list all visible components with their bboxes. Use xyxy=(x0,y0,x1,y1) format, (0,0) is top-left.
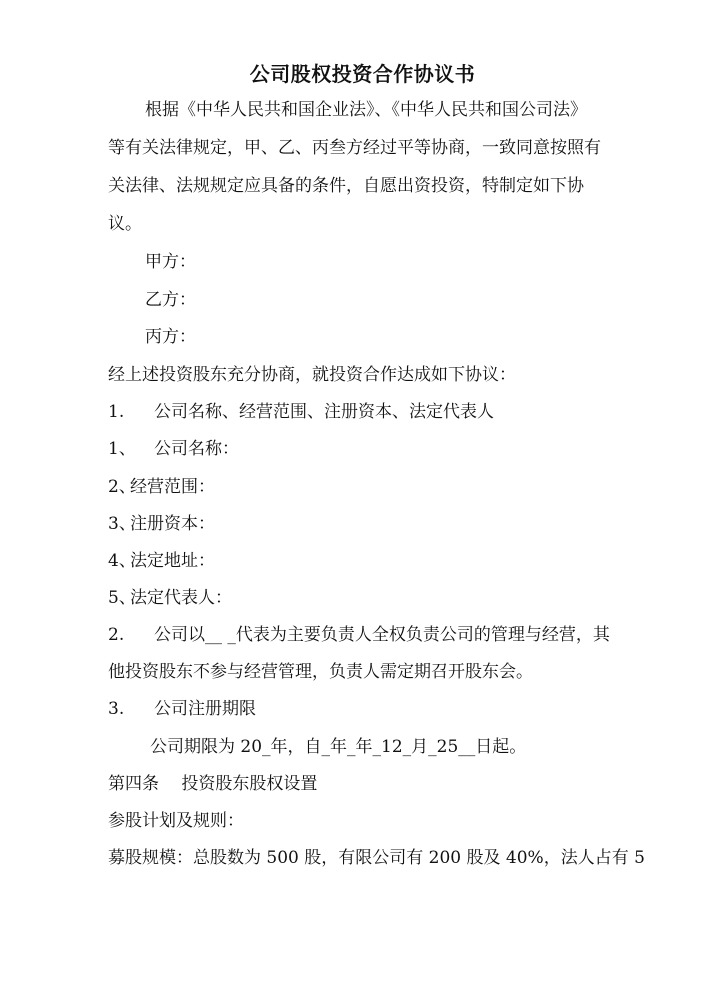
section-3-number: 3. xyxy=(108,699,125,719)
section-2-line-2: 他投资股东不参与经营管理，负责人需定期召开股东会。 xyxy=(108,662,533,682)
section-3-detail: 公司期限为 20_年，自_年_年_12_月_25__日起。 xyxy=(150,737,527,757)
article-4-heading: 第四条 投资股东股权设置 xyxy=(108,774,318,794)
item-text: 注册资本： xyxy=(130,514,215,534)
list-item xyxy=(108,586,618,610)
section-3-heading xyxy=(108,697,618,721)
party-a-label: 甲方： xyxy=(145,252,196,272)
intro-line-4: 议。 xyxy=(108,214,142,234)
section-1-number: 1. xyxy=(108,402,125,422)
item-text: 法定地址： xyxy=(130,551,215,571)
item-number: 2、 xyxy=(108,477,136,497)
item-number: 4、 xyxy=(108,551,136,571)
section-2-number: 2. xyxy=(108,625,125,645)
article-4-scale: 募股规模：总股数为 500 股，有限公司有 200 股及 40%，法人占有 5 xyxy=(108,848,645,868)
intro-line-3: 关法律、法规规定应具备的条件，自愿出资投资，特制定如下协 xyxy=(108,176,584,196)
intro-line-2: 等有关法律规定，甲、乙、丙叁方经过平等协商，一致同意按照有 xyxy=(108,138,601,158)
document-title: 公司股权投资合作协议书 xyxy=(249,62,476,86)
article-4-plan: 参股计划及规则： xyxy=(108,811,244,831)
item-number: 5、 xyxy=(108,588,136,608)
section-1-text: 公司名称、经营范围、注册资本、法定代表人 xyxy=(154,402,494,422)
list-item xyxy=(108,437,618,461)
item-number: 1、 xyxy=(108,439,136,459)
list-item xyxy=(108,549,618,573)
section-2-line-1 xyxy=(108,623,618,647)
item-text: 公司名称： xyxy=(154,439,239,459)
item-number: 3、 xyxy=(108,514,136,534)
agreement-preamble: 经上述投资股东充分协商，就投资合作达成如下协议： xyxy=(108,365,516,385)
item-text: 经营范围： xyxy=(130,477,215,497)
section-2-text: 公司以__ _代表为主要负责人全权负责公司的管理与经营，其 xyxy=(154,625,610,645)
party-c-label: 丙方： xyxy=(145,327,196,347)
list-item xyxy=(108,475,618,499)
section-1-heading xyxy=(108,400,618,424)
list-item xyxy=(108,512,618,536)
section-3-text: 公司注册期限 xyxy=(154,699,256,719)
item-text: 法定代表人： xyxy=(130,588,232,608)
intro-line-1: 根据《中华人民共和国企业法》、《中华人民共和国公司法》 xyxy=(145,100,587,120)
party-b-label: 乙方： xyxy=(145,290,196,310)
